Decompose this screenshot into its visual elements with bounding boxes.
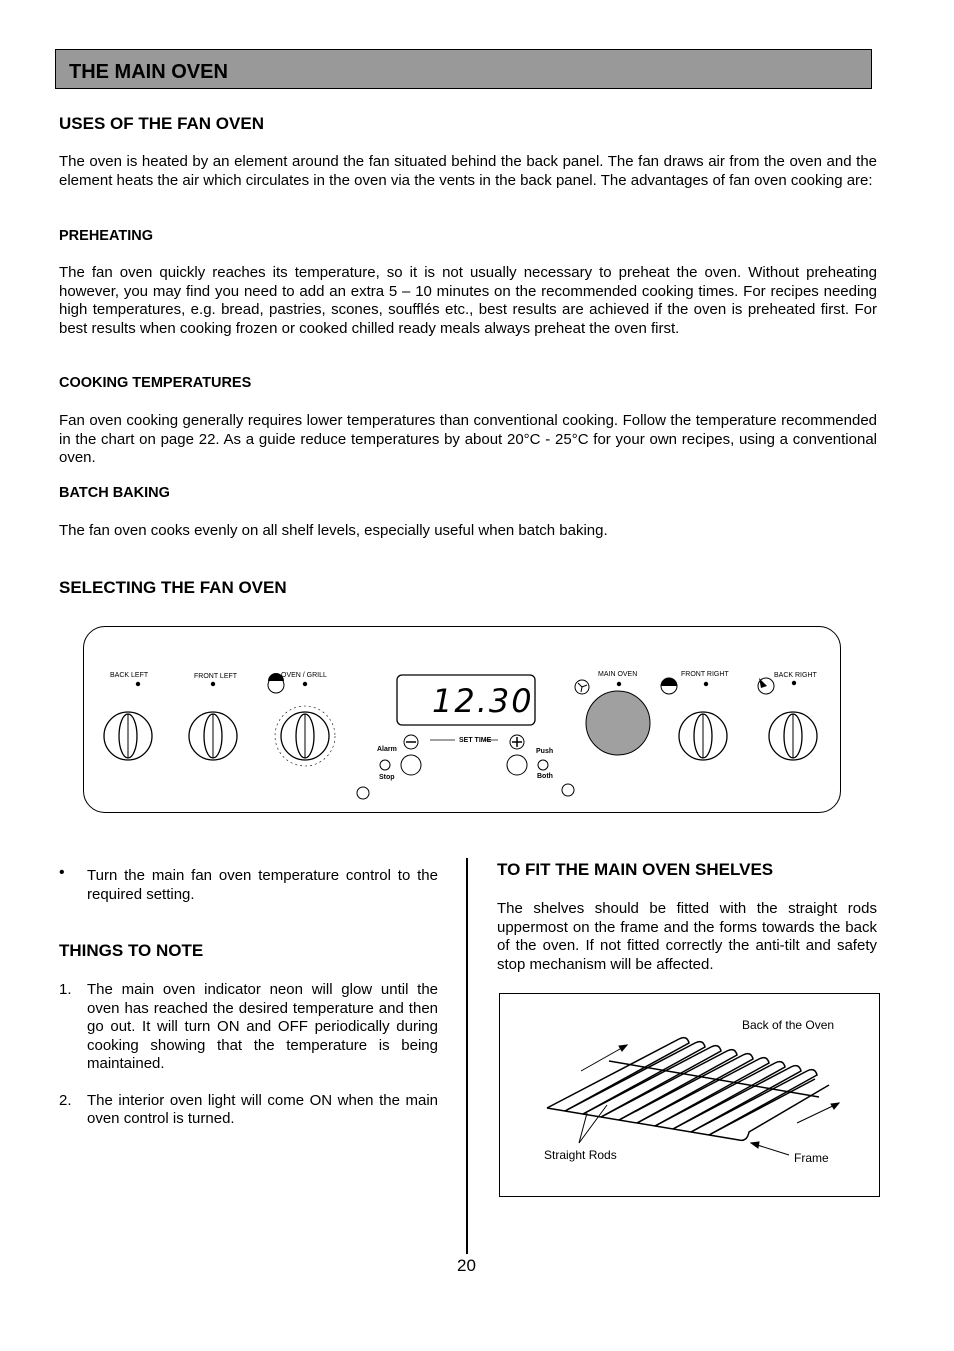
list-item-text: The main oven indicator neon will glow until the oven has reached the desired temperature and then go out. It will turn ON and OFF periodically during cooking showing that the temperature is being maintained. <box>87 981 438 1072</box>
set-time-label: SET TIME <box>459 737 492 744</box>
knob-label-front-right: FRONT RIGHT <box>681 671 729 678</box>
uses-intro: The oven is heated by an element around the fan situated behind the back panel. The fan draws air from the oven and the element heats the air which circulates in the oven via the vents in the back panel. The advantages of fan oven cooking are: <box>59 153 877 189</box>
things-list <box>59 981 438 1147</box>
front-right-knob <box>679 712 727 760</box>
shelves-text: The shelves should be fitted with the straight rods uppermost on the frame and the forms towards the back of the oven. If not fitted correctly the anti-tilt and safety stop mechanism will be affected. <box>497 900 877 973</box>
shelf-figure <box>499 993 880 1197</box>
back-right-knob <box>769 712 817 760</box>
list-item-number: 1. <box>59 981 72 998</box>
section-title-bar <box>55 49 872 89</box>
push-label: Push <box>536 748 554 755</box>
list-item-text: The interior oven light will come ON when the main oven control is turned. <box>87 1091 438 1127</box>
shelves-heading: TO FIT THE MAIN OVEN SHELVES <box>497 860 774 879</box>
page-title: THE MAIN OVEN <box>69 61 228 83</box>
bullet-icon: • <box>59 864 65 881</box>
selecting-heading: SELECTING THE FAN OVEN <box>59 578 287 597</box>
both-label: Both <box>537 773 553 780</box>
knob-label-main-oven: MAIN OVEN <box>598 671 638 678</box>
selecting-bullet-text: Turn the main fan oven temperature control to the required setting. <box>87 867 438 903</box>
page-number: 20 <box>457 1256 476 1275</box>
uses-heading: USES OF THE FAN OVEN <box>59 114 264 133</box>
oven-grill-knob <box>275 706 335 766</box>
preheating-heading: PREHEATING <box>59 228 153 244</box>
list-item <box>59 981 438 1074</box>
list-item <box>59 1092 438 1129</box>
front-left-knob <box>189 712 237 760</box>
alarm-label: Alarm <box>377 746 397 753</box>
label-frame: Frame <box>794 1151 829 1165</box>
main-oven-knob <box>586 691 650 755</box>
temps-text: Fan oven cooking generally requires lower temperatures than conventional cooking. Follow the temperature recommended in the chart on page 22. As a guide reduce temperatures by about 20°C - 25°C for your own recipes, using a conventional oven. <box>59 412 877 466</box>
batch-heading: BATCH BAKING <box>59 485 170 501</box>
control-panel-illustration <box>83 626 841 813</box>
knob-label-back-right: BACK RIGHT <box>774 672 817 679</box>
knob-label-front-left: FRONT LEFT <box>194 673 238 680</box>
knob-label-oven-grill: OVEN / GRILL <box>281 672 327 679</box>
temps-heading: COOKING TEMPERATURES <box>59 375 252 391</box>
things-heading: THINGS TO NOTE <box>59 941 204 960</box>
stop-label: Stop <box>379 774 395 781</box>
clock-readout: 12.30 <box>432 682 534 720</box>
batch-text: The fan oven cooks evenly on all shelf levels, especially useful when batch baking. <box>59 522 608 539</box>
label-straight-rods: Straight Rods <box>544 1148 617 1162</box>
preheating-text: The fan oven quickly reaches its temperature, so it is not usually necessary to preheat the oven. Without preheating however, you may find you need to add an extra 5 – 10 minutes on the recommended cooking times. For recipes needing high temperatures, e.g. bread, pastries, scones, soufflés etc., best results are achieved if the oven is preheated first. For best results when cooking frozen or cooked chilled ready meals always preheat the oven first. <box>59 264 877 337</box>
list-item-number: 2. <box>59 1091 72 1109</box>
back-left-knob <box>104 712 152 760</box>
label-back-of-oven: Back of the Oven <box>742 1018 835 1032</box>
column-divider <box>466 858 468 1254</box>
knob-label-back-left: BACK LEFT <box>110 672 149 679</box>
